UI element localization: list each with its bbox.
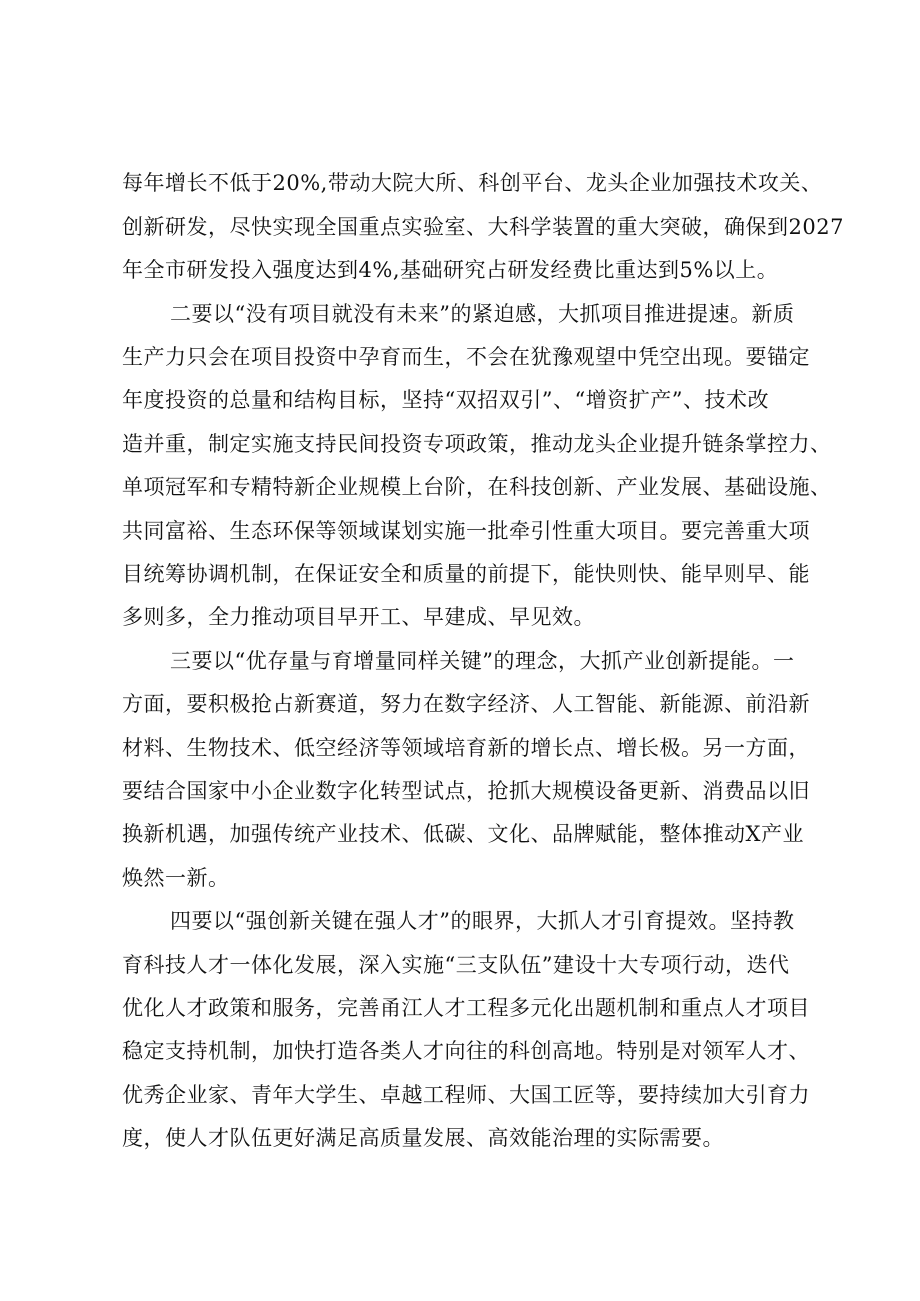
text-line: 换新机遇，加强传统产业技术、低碳、文化、品牌赋能，整体推动X产业 [122, 822, 804, 846]
text-line: 目统筹协调机制，在保证安全和质量的前提下，能快则快、能早则早、能 [122, 562, 810, 586]
text-line: 单项冠军和专精特新企业规模上台阶，在科技创新、产业发展、基础设施、 [122, 475, 832, 499]
text-line: 年全市研发投入强度达到4%,基础研究占研发经费比重达到5%以上。 [122, 258, 779, 282]
text-line: 度，使人才队伍更好满足高质量发展、高效能治理的实际需要。 [122, 1126, 724, 1150]
text-line: 共同富裕、生态环保等领域谋划实施一批牵引性重大项目。要完善重大项 [122, 519, 810, 543]
text-line: 生产力只会在项目投资中孕育而生，不会在犹豫观望中凭空出现。要锚定 [122, 345, 810, 369]
text-line: 创新研发，尽快实现全国重点实验室、大科学装置的重大突破，确保到2027 [122, 215, 844, 239]
text-line: 焕然一新。 [122, 866, 230, 890]
paragraph-3-first-line: 三要以“优存量与育增量同样关键”的理念，大抓产业创新提能。一 [170, 649, 795, 673]
text-line: 优秀企业家、青年大学生、卓越工程师、大国工匠等，要持续加大引育力 [122, 1083, 810, 1107]
text-line: 年度投资的总量和结构目标，坚持“双招双引”、“增资扩产”、技术改 [122, 388, 769, 412]
text-line: 育科技人才一体化发展，深入实施“三支队伍”建设十大专项行动，迭代 [122, 953, 790, 977]
text-line: 要结合国家中小企业数字化转型试点，抢抓大规模设备更新、消费品以旧 [122, 779, 810, 803]
text-line: 材料、生物技术、低空经济等领域培育新的增长点、增长极。另一方面， [122, 736, 810, 760]
text-line: 优化人才政策和服务，完善甬江人才工程多元化出题机制和重点人才项目 [122, 996, 810, 1020]
text-line: 方面，要积极抢占新赛道，努力在数字经济、人工智能、新能源、前沿新 [122, 692, 810, 716]
text-line: 每年增长不低于20%,带动大院大所、科创平台、龙头企业加强技术攻关、 [122, 171, 823, 195]
text-line: 多则多，全力推动项目早开工、早建成、早见效。 [122, 605, 595, 629]
paragraph-2-first-line: 二要以“没有项目就没有未来”的紧迫感，大抓项目推进提速。新质 [170, 302, 795, 326]
paragraph-4-first-line: 四要以“强创新关键在强人才”的眼界，大抓人才引育提效。坚持教 [170, 909, 795, 933]
text-line: 造并重，制定实施支持民间投资专项政策，推动龙头企业提升链条掌控力、 [122, 432, 832, 456]
text-line: 稳定支持机制，加快打造各类人才向往的科创高地。特别是对领军人才、 [122, 1039, 810, 1063]
